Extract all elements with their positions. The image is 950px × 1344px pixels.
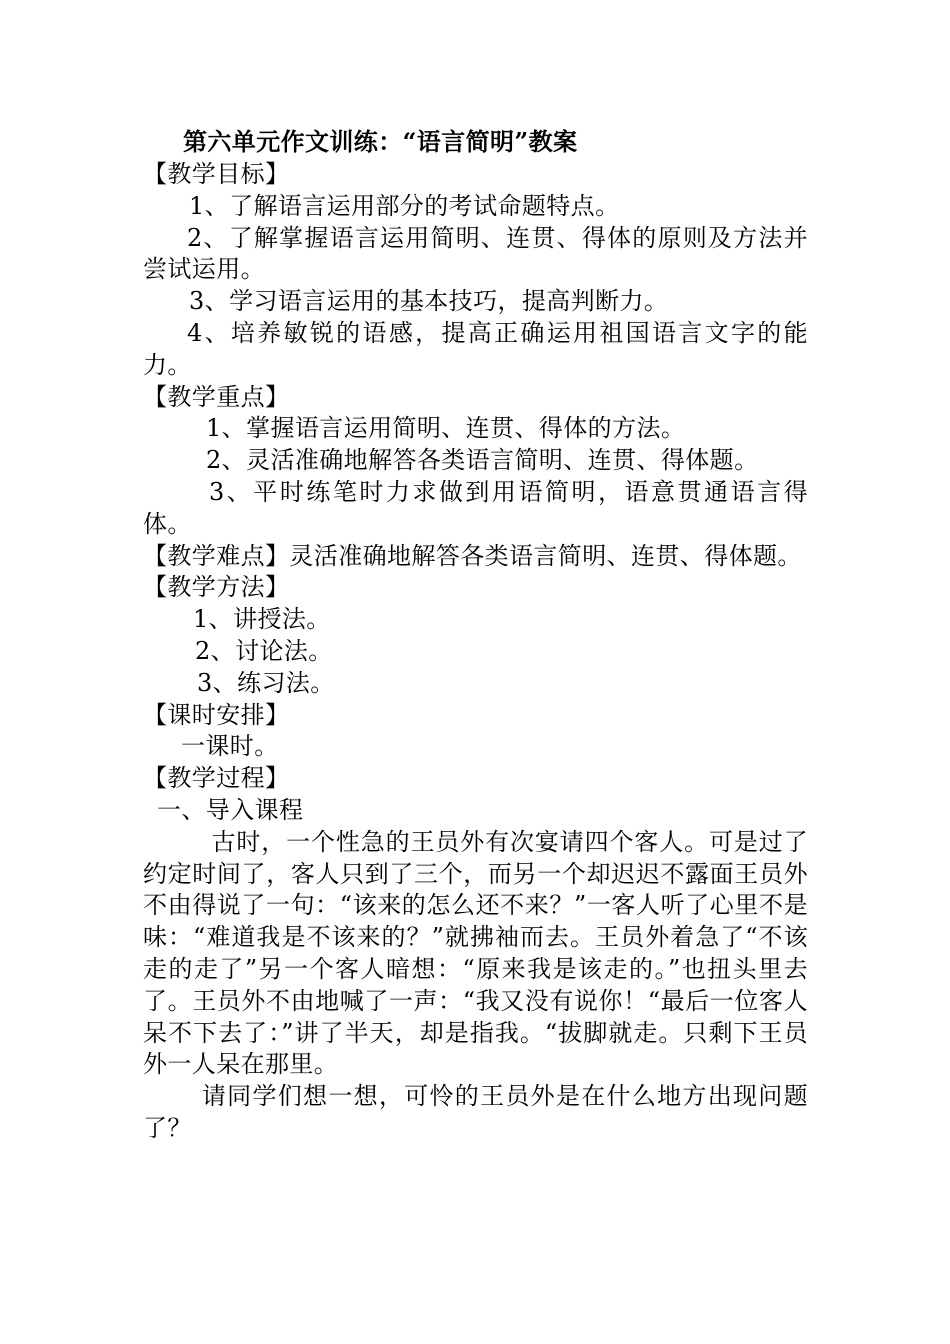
section-heading-methods: 【教学方法】	[143, 573, 290, 602]
objective-item-4-text: 4、培养敏锐的语感，提高正确运用祖国语言文字的能力。	[143, 318, 808, 379]
section-difficulty	[143, 541, 808, 573]
key-point-item-3-text: 3、平时练笔时力求做到用语简明，语意贯通语言得体。	[143, 477, 808, 538]
section-heading-key-points: 【教学重点】	[143, 382, 290, 411]
method-item-2: 2、讨论法。	[195, 636, 333, 665]
objective-item-3: 3、学习语言运用的基本技巧，提高判断力。	[189, 287, 669, 316]
section-heading-schedule: 【课时安排】	[143, 700, 290, 729]
schedule-item-1: 一课时。	[181, 732, 279, 761]
key-point-item-3	[143, 477, 808, 541]
objective-item-2	[143, 223, 808, 287]
story-paragraph	[143, 827, 808, 1081]
method-item-1: 1、讲授法。	[193, 605, 331, 634]
story-paragraph-text: 古时，一个性急的王员外有次宴请四个客人。可是过了约定时间了，客人只到了三个，而另一个却迟迟不露面王员外不由得说了一句：“该来的怎么还不来？”一客人听了心里不是味：“难道我是不该来的？”就拂袖而去。王员外着急了“不该走的走了”另一个客人暗想：“原来我是该走的。”也扭头里去了。王员外不由地喊了一声：“我又没有说你！“最后一位客人呆不下去了：”讲了半天，却是指我。“拔脚就走。只剩下王员外一人呆在那里。	[143, 827, 808, 1079]
section-heading-difficulty: 【教学难点】	[143, 541, 290, 570]
objective-item-2-text: 2、了解掌握语言运用简明、连贯、得体的原则及方法并尝试运用。	[143, 223, 808, 284]
process-subheading: 一、导入课程	[157, 795, 304, 824]
document-title: 第六单元作文训练：“语言简明”教案	[183, 127, 578, 156]
question-paragraph-text: 请同学们想一想，可怜的王员外是在什么地方出现问题了？	[143, 1082, 808, 1142]
objective-item-4	[143, 318, 808, 382]
document-body	[143, 125, 808, 1145]
section-heading-objectives: 【教学目标】	[143, 160, 290, 188]
method-item-3: 3、练习法。	[197, 668, 335, 697]
key-point-item-1: 1、掌握语言运用简明、连贯、得体的方法。	[206, 414, 686, 443]
objective-item-1: 1、了解语言运用部分的考试命题特点。	[189, 191, 620, 220]
difficulty-text: 灵活准确地解答各类语言简明、连贯、得体题。	[289, 541, 802, 570]
section-heading-process: 【教学过程】	[143, 764, 290, 793]
question-paragraph	[143, 1081, 808, 1145]
key-point-item-2: 2、灵活准确地解答各类语言简明、连贯、得体题。	[206, 446, 759, 475]
